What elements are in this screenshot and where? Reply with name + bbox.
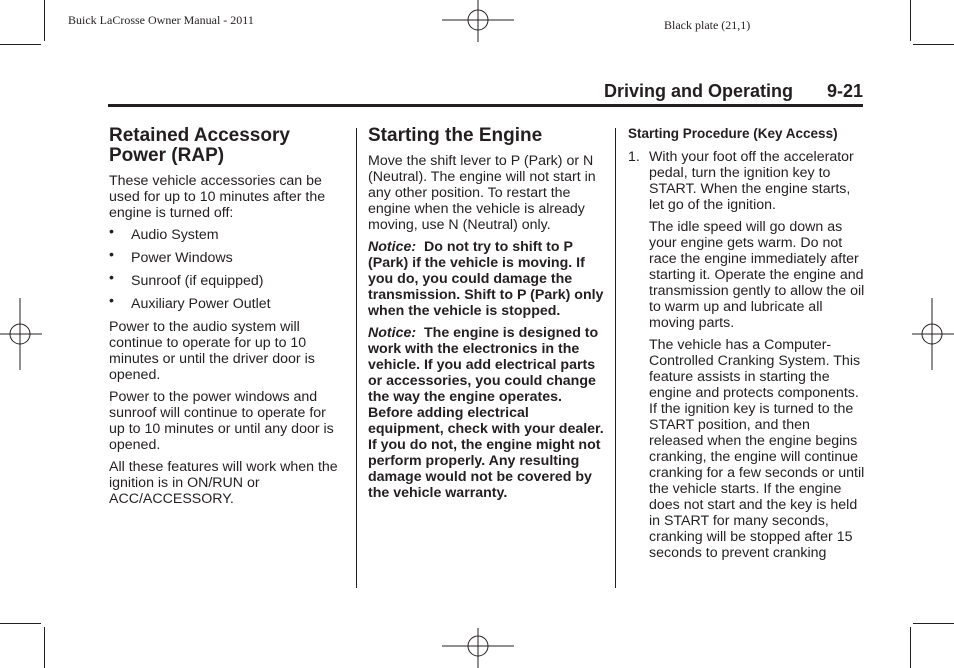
- rap-audio-paragraph: Power to the audio system will continue to operate for up to 10 minutes or until the driver door is opened.: [109, 319, 315, 383]
- list-item-text: Sunroof (if equipped): [131, 273, 264, 289]
- registration-mark-bottom: [442, 628, 514, 668]
- list-item: [109, 224, 345, 243]
- list-item: [109, 293, 345, 312]
- idle-speed-paragraph: The idle speed will go down as your engine gets warm. Do not race the engine immediately after starting it. Operate the engine and transmission gently to allow the oil to warm up and lubricate all moving parts.: [649, 219, 865, 331]
- list-item-text: Audio System: [131, 227, 219, 243]
- step-text: With your foot off the accelerator pedal, turn the ignition key to START. When the engine starts, let go of the ignition.: [649, 149, 854, 213]
- registration-mark-left: [0, 298, 42, 370]
- list-item: [109, 270, 345, 289]
- starting-paragraph: Move the shift lever to P (Park) or N (Neutral). The engine will not start in any other position. To restart the engine when the vehicle is already moving, use N (Neutral) only.: [368, 153, 596, 233]
- list-item-text: Auxiliary Power Outlet: [131, 296, 271, 312]
- column-2: [368, 126, 606, 507]
- crop-mark-tl-horizontal: [0, 44, 41, 45]
- notice-label: Notice:: [368, 325, 417, 341]
- registration-mark-top: [442, 0, 514, 42]
- column-3: [628, 126, 866, 567]
- crop-mark-tr-vertical: [910, 0, 911, 41]
- section-title: Driving and Operating: [603, 81, 793, 101]
- section-header: [108, 80, 863, 107]
- page-number: 9-21: [826, 81, 863, 101]
- column-1: [109, 126, 345, 513]
- bullet-glyph: •: [109, 247, 114, 263]
- manual-title-meta: Buick LaCrosse Owner Manual - 2011: [68, 13, 254, 27]
- accessory-list: [109, 224, 345, 312]
- bullet-glyph: •: [109, 293, 114, 309]
- crop-mark-tl-vertical: [44, 0, 45, 41]
- crop-mark-bl-horizontal: [0, 623, 41, 624]
- rap-windows-paragraph: Power to the power windows and sunroof will continue to operate for up to 10 minutes or until any door is opened.: [109, 389, 334, 453]
- list-item: [628, 149, 866, 213]
- notice-text: The engine is designed to work with the electronics in the vehicle. If you add electrical parts or accessories, you could change the way the engine operates. Before adding electrical equipment, check with your dealer. If you do not, the engine might not perform properly. Any resulting damage would not be covered by the vehicle warranty.: [368, 325, 604, 501]
- procedure-steps: [628, 149, 866, 213]
- crop-mark-br-horizontal: [913, 623, 954, 624]
- rap-intro: These vehicle accessories can be used for up to 10 minutes after the engine is turned off:: [109, 173, 326, 221]
- rap-ignition-paragraph: All these features will work when the ignition is in ON/RUN or ACC/ACCESSORY.: [109, 459, 338, 507]
- cranking-system-paragraph: The vehicle has a Computer-Controlled Cranking System. This feature assists in starting the engine and protects components. If the ignition key is turned to the START position, and then released when the engine begins cranking, the engine will continue cranking for a few seconds or until the vehicle starts. If the engine does not start and the key is held in START for many seconds, cranking will be stopped after 15 seconds to prevent cranking: [649, 337, 865, 561]
- column-divider-1: [356, 128, 357, 588]
- notice-shift-park: [368, 239, 606, 319]
- column-divider-2: [615, 128, 616, 588]
- bullet-glyph: •: [109, 270, 114, 286]
- bullet-glyph: •: [109, 224, 114, 240]
- step-number: 1.: [628, 149, 640, 165]
- heading-retained-accessory-power: Retained Accessory Power (RAP): [109, 125, 290, 166]
- crop-mark-br-vertical: [910, 627, 911, 668]
- notice-label: Notice:: [368, 239, 417, 255]
- crop-mark-tr-horizontal: [913, 44, 954, 45]
- registration-mark-right: [912, 298, 954, 370]
- notice-text: Do not try to shift to P (Park) if the vehicle is moving. If you do, you could damage the transmission. Shift to P (Park) only when the vehicle is stopped.: [368, 239, 604, 319]
- plate-meta: Black plate (21,1): [664, 18, 751, 32]
- crop-mark-bl-vertical: [44, 627, 45, 668]
- notice-electronics: [368, 325, 606, 501]
- heading-starting-the-engine: Starting the Engine: [368, 125, 543, 146]
- list-item: [109, 247, 345, 266]
- list-item-text: Power Windows: [131, 250, 233, 266]
- subheading-starting-procedure: Starting Procedure (Key Access): [628, 126, 838, 141]
